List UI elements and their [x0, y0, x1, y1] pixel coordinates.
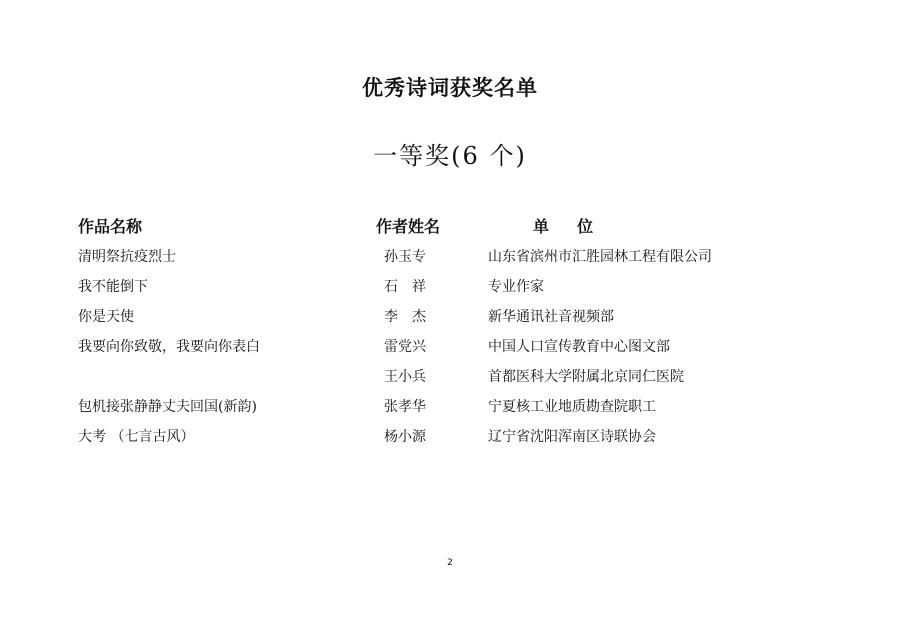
- page-title: 优秀诗词获奖名单: [362, 76, 538, 100]
- table-row: [0, 366, 900, 396]
- work-title: 我不能倒下: [78, 279, 148, 295]
- section-heading: 一等奖(6 个): [373, 142, 527, 170]
- table-row: [0, 396, 900, 426]
- column-header-work: 作品名称: [78, 217, 143, 236]
- table-row: [0, 426, 900, 456]
- author-unit: 新华通讯社音视频部: [488, 309, 614, 325]
- author-name: 杨小源: [384, 429, 426, 445]
- table-row: [0, 246, 900, 276]
- work-title: 包机接张静静丈夫回国(新韵): [78, 399, 257, 415]
- author-unit: 专业作家: [488, 279, 544, 295]
- page-number: 2: [447, 558, 453, 568]
- author-name: 张孝华: [384, 399, 426, 415]
- column-header-author: 作者姓名: [376, 217, 441, 236]
- author-name: 王小兵: [384, 369, 426, 385]
- author-name: 雷党兴: [384, 339, 426, 355]
- author-unit: 辽宁省沈阳浑南区诗联协会: [488, 429, 656, 445]
- author-unit: 首都医科大学附属北京同仁医院: [488, 369, 684, 385]
- author-name: 孙玉专: [384, 249, 426, 265]
- author-unit: 中国人口宣传教育中心图文部: [488, 339, 670, 355]
- work-title: 我要向你致敬，我要向你表白: [78, 339, 260, 355]
- table-row: [0, 336, 900, 366]
- column-header-unit: 单位: [533, 217, 622, 236]
- author-unit: 山东省滨州市汇胜园林工程有限公司: [488, 249, 712, 265]
- work-title: 清明祭抗疫烈士: [78, 249, 176, 265]
- table-row: [0, 276, 900, 306]
- table-row: [0, 306, 900, 336]
- author-name: 石 祥: [384, 279, 426, 295]
- work-title: 你是天使: [78, 309, 134, 325]
- author-unit: 宁夏核工业地质勘查院职工: [488, 399, 656, 415]
- award-list: [0, 246, 900, 456]
- author-name: 李 杰: [384, 309, 426, 325]
- work-title: 大考 （七言古风）: [78, 429, 195, 445]
